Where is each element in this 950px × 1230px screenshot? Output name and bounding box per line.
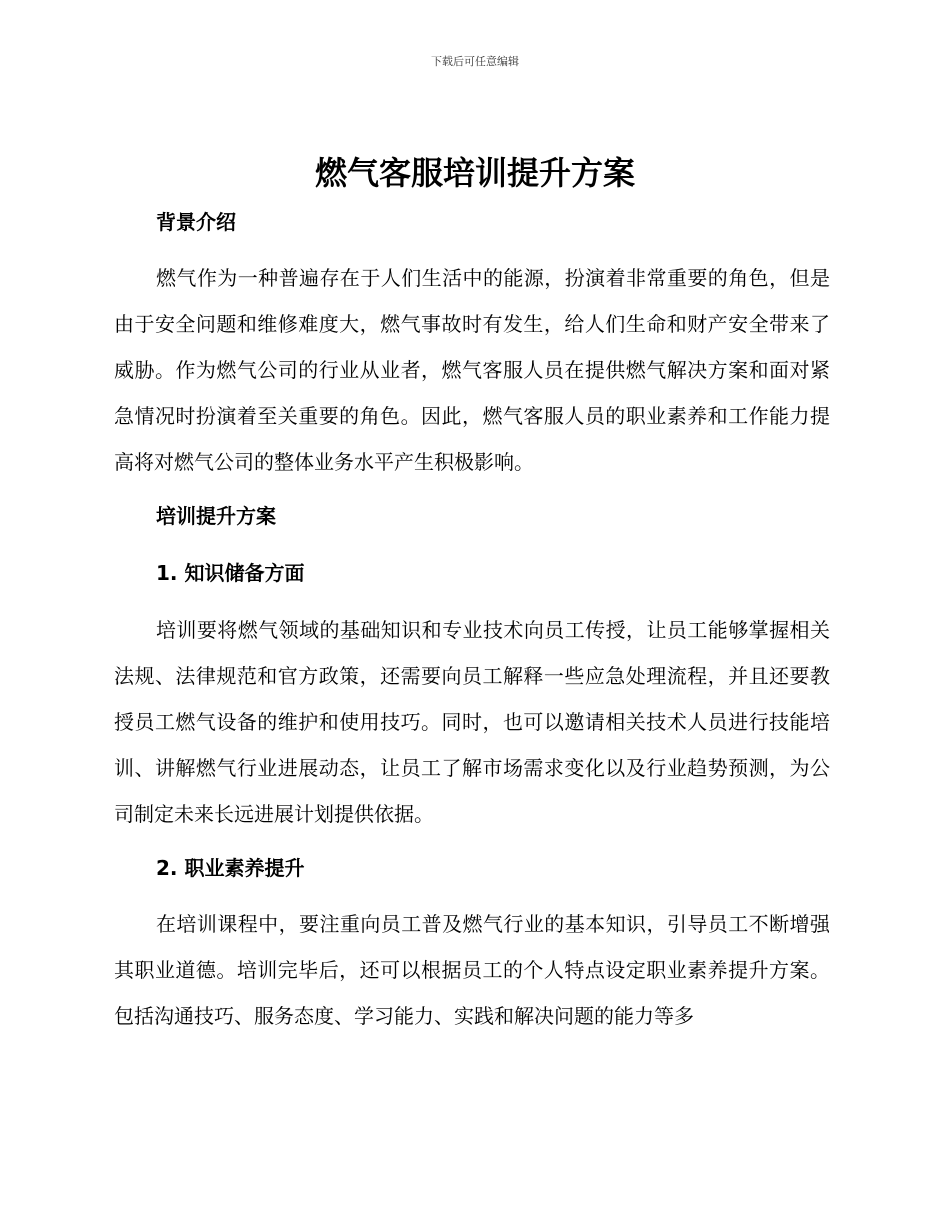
- section-heading-knowledge: 1. 知识储备方面: [156, 561, 305, 585]
- section-heading-training-plan: 培训提升方案: [156, 504, 276, 528]
- header-note: 下载后可任意编辑: [431, 55, 519, 68]
- paragraph-knowledge: 培训要将燃气领域的基础知识和专业技术向员工传授，让员工能够掌握相关法规、法律规范和官方政策，还需要向员工解释一些应急处理流程，并且还要教授员工燃气设备的维护和使用技巧。同时，也可以邀请相关技术人员进行技能培训、讲解燃气行业进展动态，让员工了解市场需求变化以及行业趋势预测，为公司制定未来长远进展计划提供依据。: [114, 618, 830, 826]
- document-title: 燃气客服培训提升方案: [314, 154, 635, 192]
- paragraph-professionalism: 在培训课程中，要注重向员工普及燃气行业的基本知识，引导员工不断增强其职业道德。培训完毕后，还可以根据员工的个人特点设定职业素养提升方案。包括沟通技巧、服务态度、学习能力、实践和解决问题的能力等多: [114, 912, 830, 1028]
- section-heading-background: 背景介绍: [156, 210, 236, 234]
- section-heading-professionalism: 2. 职业素养提升: [156, 856, 305, 880]
- paragraph-background: 燃气作为一种普遍存在于人们生活中的能源，扮演着非常重要的角色，但是由于安全问题和维修难度大，燃气事故时有发生，给人们生命和财产安全带来了威胁。作为燃气公司的行业从业者，燃气客服人员在提供燃气解决方案和面对紧急情况时扮演着至关重要的角色。因此，燃气客服人员的职业素养和工作能力提高将对燃气公司的整体业务水平产生积极影响。: [114, 266, 830, 474]
